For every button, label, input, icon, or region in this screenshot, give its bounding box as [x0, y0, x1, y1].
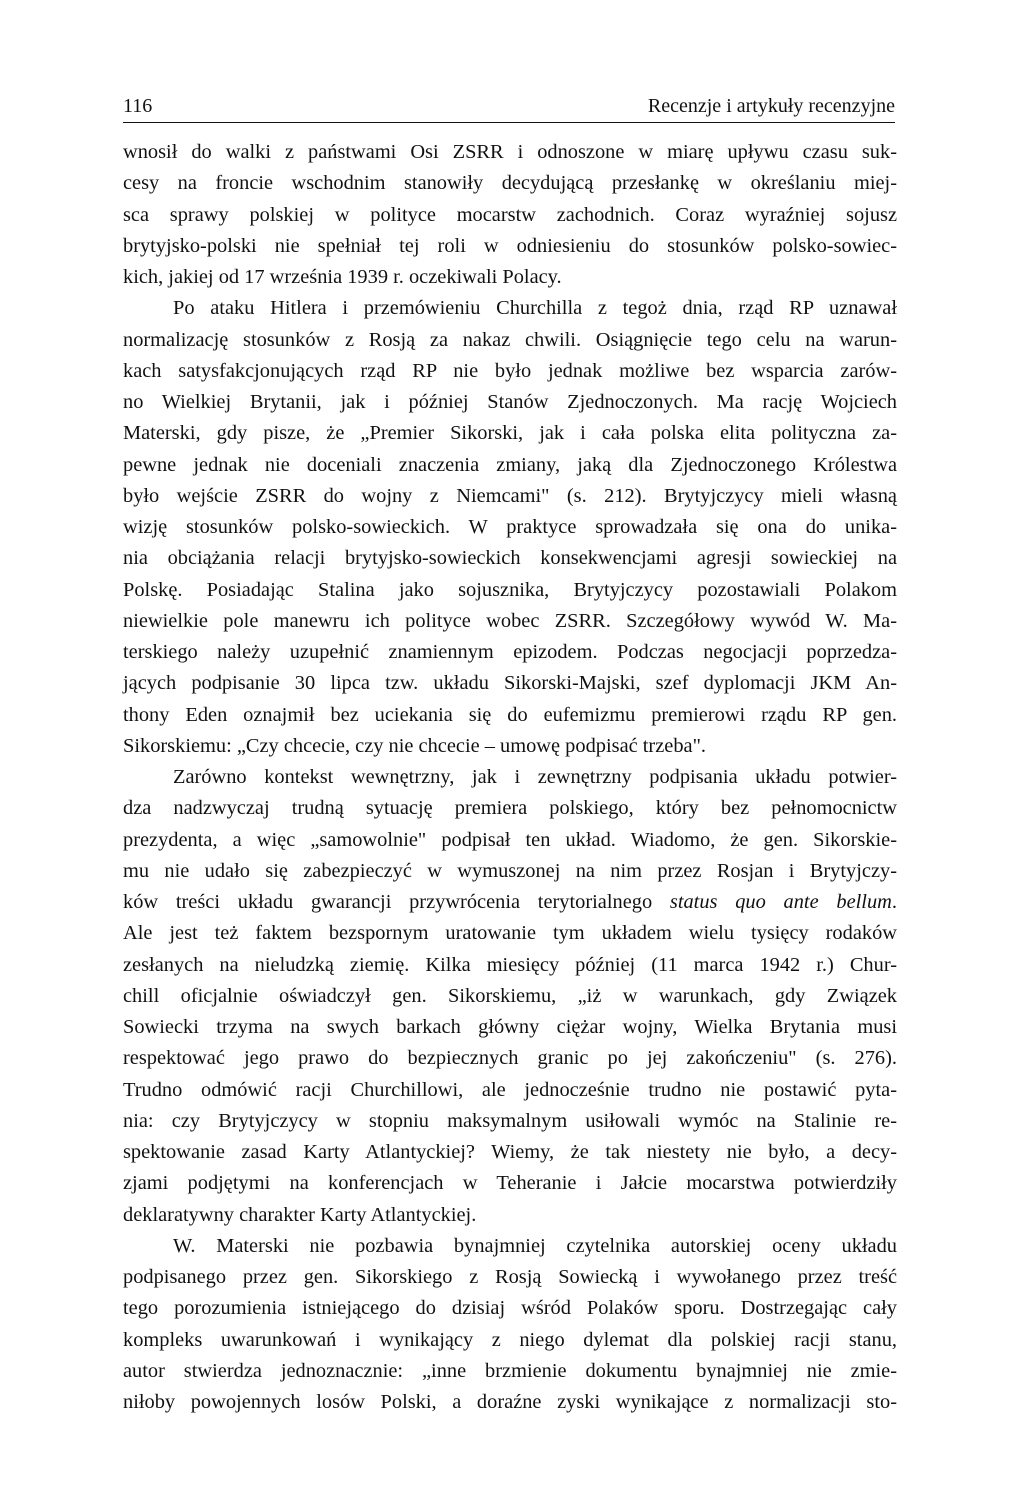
italic-phrase: status quo ante bellum [669, 891, 892, 913]
text-line: Ale jest też faktem bezspornym uratowanie tym układem wielu tysięcy rodaków [123, 922, 897, 945]
text-line: deklaratywny charakter Karty Atlantyckiej. [123, 1203, 477, 1226]
body-text [123, 137, 897, 1418]
text-line: autor stwierdza jednoznacznie: „inne brzmienie dokumentu bynajmniej nie zmie- [123, 1359, 897, 1382]
text-line: wizję stosunków polsko-sowieckich. W praktyce sprowadzała się ona do unika- [123, 516, 897, 538]
text-line: W. Materski nie pozbawia bynajmniej czytelnika autorskiej oceny układu [173, 1234, 897, 1257]
text-line: Trudno odmówić racji Churchillowi, ale jednocześnie trudno nie postawić pyta- [123, 1078, 897, 1101]
line-suffix: . [891, 891, 897, 913]
text-line: Po ataku Hitlera i przemówieniu Churchilla z tegoż dnia, rząd RP uznawał [173, 297, 897, 320]
text-line: mu nie udało się zabezpieczyć w wymuszonej na nim przez Rosjan i Brytyjczy- [123, 859, 897, 882]
text-line: wnosił do walki z państwami Osi ZSRR i odnoszone w miarę upływu czasu suk- [123, 141, 897, 163]
text-line: tego porozumienia istniejącego do dzisiaj wśród Polaków sporu. Dostrzegając cały [123, 1297, 897, 1320]
text-line: Sowiecki trzyma na swych barkach główny ciężar wojny, Wielka Brytania musi [123, 1016, 897, 1038]
text-line: kompleks uwarunkowań i wynikający z niego dylemat dla polskiej racji stanu, [123, 1328, 897, 1351]
page-number: 116 [123, 95, 153, 117]
text-line: chill oficjalnie oświadczył gen. Sikorskiemu, „iż w warunkach, gdy Związek [123, 984, 897, 1007]
line-prefix: ków treści układu gwarancji przywrócenia terytorialnego [123, 891, 670, 913]
text-line: Zarówno kontekst wewnętrzny, jak i zewnętrzny podpisania układu potwier- [173, 766, 897, 788]
text-line: kich, jakiej od 17 września 1939 r. oczekiwali Polacy. [123, 266, 562, 288]
text-line: thony Eden oznajmił bez uciekania się do eufemizmu premierowi rządu RP gen. [123, 703, 897, 726]
text-line: nia: czy Brytyjczycy w stopniu maksymalnym usiłowali wymóc na Stalinie re- [123, 1109, 897, 1132]
text-line: Materski, gdy pisze, że „Premier Sikorski, jak i cała polska elita polityczna za- [123, 422, 897, 445]
text-line-with-italic [123, 887, 897, 918]
running-header [123, 94, 895, 123]
text-line: było wejście ZSRR do wojny z Niemcami" (s. 212). Brytyjczycy mieli własną [123, 484, 897, 507]
text-line: zesłanych na nieludzką ziemię. Kilka miesięcy później (11 marca 1942 r.) Chur- [123, 953, 897, 976]
text-line: dza nadzwyczaj trudną sytuację premiera polskiego, który bez pełnomocnictw [123, 797, 897, 820]
section-title: Recenzje i artykuły recenzyjne [647, 95, 895, 117]
text-line: cesy na froncie wschodnim stanowiły decydującą przesłankę w określaniu miej- [123, 172, 897, 195]
text-line: brytyjsko-polski nie spełniał tej roli w odniesieniu do stosunków polsko-sowiec- [123, 234, 897, 257]
text-line: spektowanie zasad Karty Atlantyckiej? Wiemy, że tak niestety nie było, a decy- [123, 1141, 897, 1163]
text-line: zjami podjętymi na konferencjach w Teheranie i Jałcie mocarstwa potwierdziły [123, 1172, 897, 1195]
text-line: pewne jednak nie doceniali znaczenia zmiany, jaką dla Zjednoczonego Królestwa [123, 453, 897, 476]
text-line: prezydenta, a więc „samowolnie" podpisał ten układ. Wiadomo, że gen. Sikorskie- [123, 828, 897, 851]
text-line: respektować jego prawo do bezpiecznych granic po jej zakończeniu" (s. 276). [123, 1047, 897, 1070]
text-line: no Wielkiej Brytanii, jak i później Stanów Zjednoczonych. Ma rację Wojciech [123, 391, 897, 413]
text-line: normalizację stosunków z Rosją za nakaz chwili. Osiągnięcie tego celu na warun- [123, 328, 897, 351]
text-line: Sikorskiemu: „Czy chcecie, czy nie chcecie – umowę podpisać trzeba". [123, 734, 706, 757]
text-line: sca sprawy polskiej w polityce mocarstw zachodnich. Coraz wyraźniej sojusz [123, 203, 897, 226]
text-line: jących podpisanie 30 lipca tzw. układu Sikorski-Majski, szef dyplomacji JKM An- [123, 672, 897, 695]
text-line: nia obciążania relacji brytyjsko-sowieckich konsekwencjami agresji sowieckiej na [123, 547, 897, 570]
text-line: podpisanego przez gen. Sikorskiego z Rosją Sowiecką i wywołanego przez treść [123, 1266, 897, 1288]
text-line: Polskę. Posiadając Stalina jako sojusznika, Brytyjczycy pozostawiali Polakom [123, 578, 897, 601]
text-line: niłoby powojennych losów Polski, a doraźne zyski wynikające z normalizacji sto- [123, 1391, 897, 1413]
text-line: terskiego należy uzupełnić znamiennym epizodem. Podczas negocjacji poprzedza- [123, 641, 897, 663]
text-line: kach satysfakcjonujących rząd RP nie było jednak możliwe bez wsparcia zarów- [123, 359, 897, 382]
text-line: niewielkie pole manewru ich polityce wobec ZSRR. Szczegółowy wywód W. Ma- [123, 609, 897, 632]
